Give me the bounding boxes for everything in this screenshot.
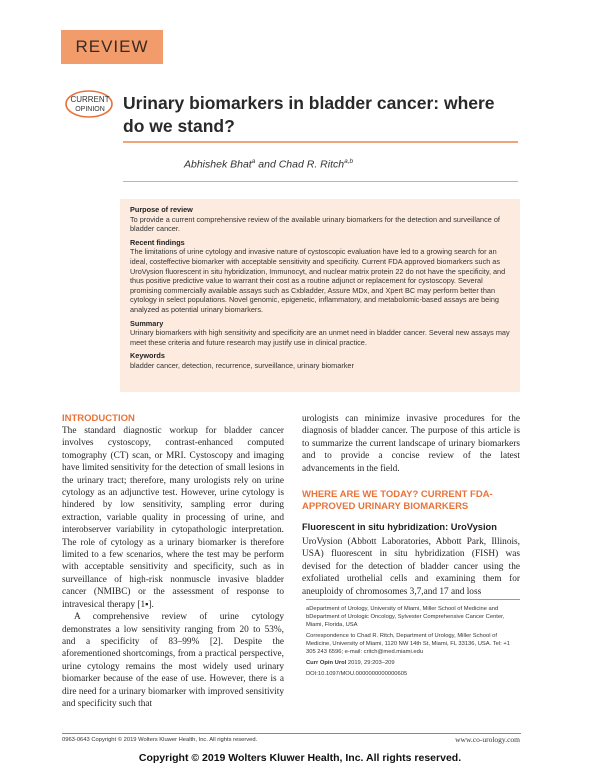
intro-paragraph-1: The standard diagnostic workup for bladder cancer involves cystoscopy, contrast-enhanced computed tomography (CT) scan, or MRI. Cystoscopy and imaging have limited sensitivity for the detection of small lesions in the urinary tract; therefore, many urologists rely on urine cytology as an adjunctive test. However, urine cytology is hindered by low sensitivity, sampling error during extraction, variable quality in processing of urine, and interobserver variability in cytopathologic interpretation. The role of cytology as a urinary biomarker is therefore limited to a few scenarios, where the test may be perform with acceptable sensitivity and specificity, such as in surveillance of high-risk nonmuscle invasive bladder cancer (NMIBC) or the assessment of response to intravesical therapy [1▪]. bbox=[62, 426, 284, 610]
purpose-heading: Purpose of review bbox=[130, 205, 193, 214]
current-opinion-logo bbox=[64, 88, 114, 120]
intro-heading: INTRODUCTION bbox=[62, 413, 135, 424]
left-column bbox=[62, 413, 284, 710]
author-1: Abhishek Bhat bbox=[184, 158, 252, 171]
footnote-rule bbox=[306, 599, 520, 600]
review-tab: REVIEW bbox=[61, 30, 163, 64]
abstract-box bbox=[120, 199, 520, 392]
intro-paragraph-2: A comprehensive review of urine cytology demonstrates a low sensitivity ranging from 20 to 53%, and a specificity of 83–99% [2]. Despite the aforementioned shortcomings, from a practical perspective, urine cytology remains the most widely used urinary biomarker because of the ease of use. However, there is a dire need for a urinary biomarker with improved sensitivity and specificity such that bbox=[62, 612, 284, 709]
section2-heading: WHERE ARE WE TODAY? CURRENT FDA-APPROVED URINARY BIOMARKERS bbox=[302, 489, 493, 513]
title-rule bbox=[123, 141, 518, 143]
correspondence: Correspondence to Chad R. Ritch, Department of Urology, Miller School of Medicine, University of Miami, 1120 NW 14th St, Miami, FL 33136, USA. Tel: +1 305 243 6596; e-mail: critch@med.miami.edu bbox=[306, 633, 510, 655]
keywords-text: bladder cancer, detection, recurrence, surveillance, urinary biomarker bbox=[130, 360, 354, 370]
citation bbox=[306, 659, 520, 667]
footer-rule bbox=[62, 733, 521, 734]
citation-journal: Curr Opin Urol bbox=[306, 660, 347, 666]
summary-heading: Summary bbox=[130, 318, 164, 328]
affiliations: aDepartment of Urology, University of Miami, Miller School of Medicine and bDepartment of Urologic Oncology, Sylvester Comprehensive Cancer Center, Miami, Florida, USA bbox=[306, 606, 505, 628]
footnotes bbox=[306, 605, 520, 681]
doi: DOI:10.1097/MOU.0000000000000605 bbox=[306, 671, 408, 677]
logo-text-current: CURRENT bbox=[70, 95, 110, 104]
summary-text: Urinary biomarkers with high sensitivity and specificity are an unmet need in bladder cancer. Several new assays may meet these criteria and future research may justify use in clinical practice. bbox=[130, 328, 510, 347]
right-paragraph-1: urologists can minimize invasive procedures for the diagnosis of bladder cancer. The purpose of this article is to summarize the current landscape of urinary biomarkers and to provide a concise review of the latest advancements in the field. bbox=[302, 414, 520, 474]
logo-text-opinion: OPINION bbox=[75, 106, 105, 113]
authors bbox=[184, 158, 353, 171]
footer-left: 0963-0643 Copyright © 2019 Wolters Kluwer Health, Inc. All rights reserved. bbox=[62, 737, 258, 743]
findings-heading: Recent findings bbox=[130, 237, 185, 247]
findings-text: The limitations of urine cytology and invasive nature of cystoscopic evaluation have led to a growing search for an ideal, costeffective biomarker with acceptable sensitivity and specificity. Current FDA approved biomarkers such as UroVysion fluorescent in situ hybridization, Immunocyt, and nuclear matrix protein 22 do not have the specificity, and thus positive predictive value to warrant their cost as a routine adjunct or replacement for cystoscopy. Several promising commercially available assays such as Cxbladder, Assure MDx, and Xpert BC may perform better than cytology in select populations. Novel genomic, epigenetic, inflammatory, and metabolomic-based assays are being analyzed as potential urinary biomarkers. bbox=[130, 247, 506, 314]
citation-details: 2019, 29:203–209 bbox=[347, 660, 395, 666]
author-and: and bbox=[258, 158, 276, 171]
keywords-heading: Keywords bbox=[130, 351, 165, 361]
right-paragraph-2: UroVysion (Abbott Laboratories, Abbott Park, Illinois, USA) fluorescent in situ hybridization (FISH) was devised for the detection of bladder cancer using the exfoliated urothelial cells and examining them for aneuploidy of chromosomes 3,7,and 17 and loss bbox=[302, 537, 520, 597]
author-2-affil: a,b bbox=[344, 158, 354, 165]
right-column bbox=[302, 413, 520, 598]
purpose-text: To provide a current comprehensive review of the available urinary biomarkers for the detection and surveillance of bladder cancer. bbox=[130, 214, 500, 234]
authors-rule bbox=[123, 181, 518, 182]
article-title: Urinary biomarkers in bladder cancer: where do we stand? bbox=[123, 93, 495, 136]
fish-subheading: Fluorescent in situ hybridization: UroVysion bbox=[302, 522, 497, 533]
journal-url[interactable]: www.co-urology.com bbox=[455, 735, 520, 744]
author-1-affil: a bbox=[251, 158, 256, 165]
copyright-banner: Copyright © 2019 Wolters Kluwer Health, Inc. All rights reserved. bbox=[138, 752, 462, 764]
author-2: Chad R. Ritch bbox=[278, 158, 345, 171]
